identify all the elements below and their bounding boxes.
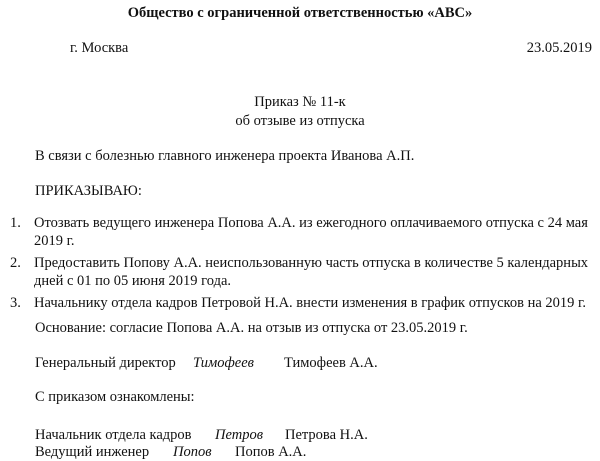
lead-engineer-name: Попов А.А. bbox=[235, 444, 307, 460]
director-position: Генеральный директор bbox=[35, 355, 176, 371]
hr-head-name: Петрова Н.А. bbox=[285, 427, 368, 443]
order-subtitle: об отзыве из отпуска bbox=[235, 113, 365, 129]
order-basis: Основание: согласие Попова А.А. на отзыв из отпуска от 23.05.2019 г. bbox=[35, 320, 468, 336]
order-item bbox=[10, 214, 595, 250]
order-title: Приказ № 11-к bbox=[254, 94, 346, 110]
order-items-list bbox=[10, 214, 595, 316]
order-item bbox=[10, 294, 595, 312]
organization-name: Общество с ограниченной ответственностью «АВС» bbox=[127, 5, 473, 21]
order-item-text: Отозвать ведущего инженера Попова А.А. из ежегодного оплачиваемого отпуска с 24 мая 2019 г. bbox=[34, 215, 588, 249]
document-date: 23.05.2019 bbox=[526, 40, 592, 56]
acquainted-label: С приказом ознакомлены: bbox=[35, 389, 195, 405]
order-item-number: 2. bbox=[10, 255, 21, 271]
lead-engineer-signature: Попов bbox=[173, 444, 212, 460]
order-item-number: 3. bbox=[10, 295, 21, 311]
lead-engineer-position: Ведущий инженер bbox=[35, 444, 150, 460]
order-item-text: Предоставить Попову А.А. неиспользованную часть отпуска в количестве 5 календарных дней с 01 по 05 июня 2019 года. bbox=[34, 255, 589, 289]
order-word: ПРИКАЗЫВАЮ: bbox=[35, 183, 142, 199]
order-item-text: Начальнику отдела кадров Петровой Н.А. внести изменения в график отпусков на 2019 г. bbox=[34, 295, 586, 311]
city: г. Москва bbox=[70, 40, 129, 56]
director-name: Тимофеев А.А. bbox=[284, 355, 378, 371]
hr-head-position: Начальник отдела кадров bbox=[35, 427, 192, 443]
hr-head-signature: Петров bbox=[215, 427, 263, 443]
director-signature: Тимофеев bbox=[193, 355, 254, 371]
order-item-number: 1. bbox=[10, 215, 21, 231]
order-item bbox=[10, 254, 595, 290]
order-intro: В связи с болезнью главного инженера проекта Иванова А.П. bbox=[35, 148, 415, 164]
